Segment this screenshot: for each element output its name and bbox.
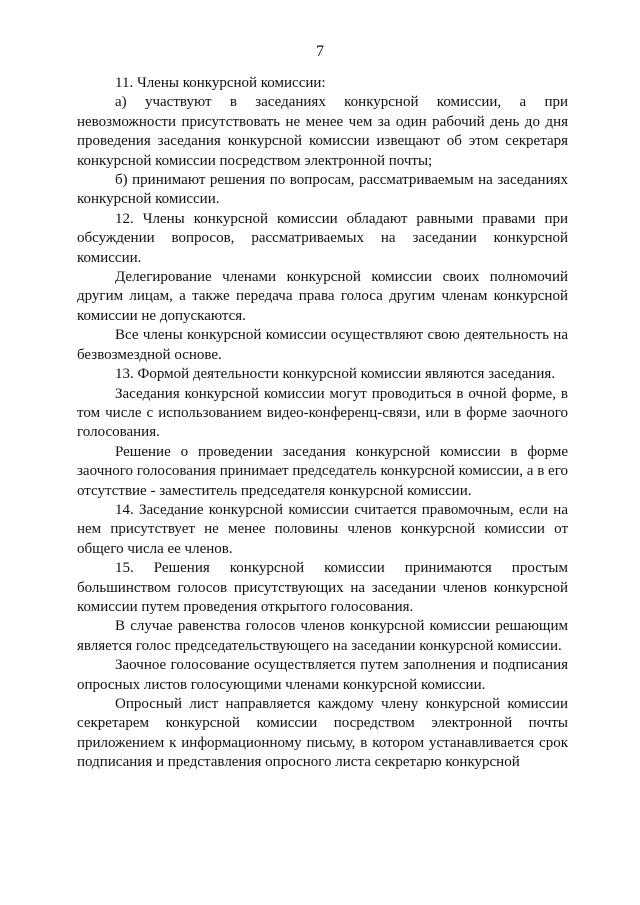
paragraph-12: 12. Члены конкурсной комиссии обладают равными правами при обсуждении вопросов, рассматриваемых на заседании конкурсной комиссии.: [77, 210, 568, 266]
paragraph-11a: а) участвуют в заседаниях конкурсной комиссии, а при невозможности присутствовать не менее чем за один рабочий день до дня проведения заседания конкурсной комиссии извещают об этом секретаря конкурсной комиссии посредством электронной почты;: [77, 94, 568, 169]
paragraph-12-delegation: Делегирование членами конкурсной комиссии своих полномочий другим лицам, а также передача права голоса другим членам конкурсной комиссии не допускаются.: [77, 269, 568, 324]
paragraph-15: 15. Решения конкурсной комиссии принимаются простым большинством голосов присутствующих на заседании членов конкурсной комиссии путем проведения открытого голосования.: [77, 560, 568, 615]
document-body: [77, 74, 568, 773]
page-number: 7: [316, 43, 324, 60]
paragraph-13: 13. Формой деятельности конкурсной комиссии являются заседания.: [115, 366, 556, 383]
paragraph-15-tie-vote: В случае равенства голосов членов конкурсной комиссии решающим является голос председательствующего на заседании конкурсной комиссии.: [77, 618, 568, 654]
paragraph-14: 14. Заседание конкурсной комиссии считается правомочным, если на нем присутствует не менее половины членов конкурсной комиссии от общего числа ее членов.: [77, 501, 568, 557]
paragraph-15-absentee-voting: Заочное голосование осуществляется путем заполнения и подписания опросных листов голосующими членами конкурсной комиссии.: [77, 657, 568, 693]
paragraph-15-questionnaire: Опросный лист направляется каждому члену конкурсной комиссии секретарем конкурсной комиссии посредством электронной почты приложением к информационному письму, в котором устанавливается срок подписания и представления опросного листа секретарю конкурсной: [77, 696, 568, 771]
paragraph-13-absentee-decision: Решение о проведении заседания конкурсной комиссии в форме заочного голосования принимает председатель конкурсной комиссии, а в его отсутствие - заместитель председателя конкурсной комиссии.: [77, 443, 568, 499]
paragraph-11b: б) принимают решения по вопросам, рассматриваемым на заседаниях конкурсной комиссии.: [77, 172, 568, 208]
paragraph-12-free-basis: Все члены конкурсной комиссии осуществляют свою деятельность на безвозмездной основе.: [77, 327, 568, 363]
paragraph-13-meeting-forms: Заседания конкурсной комиссии могут проводиться в очной форме, в том числе с использованием видео-конференц-связи, или в форме заочного голосования.: [77, 385, 568, 441]
paragraph-11-heading: 11. Члены конкурсной комиссии:: [115, 75, 326, 91]
